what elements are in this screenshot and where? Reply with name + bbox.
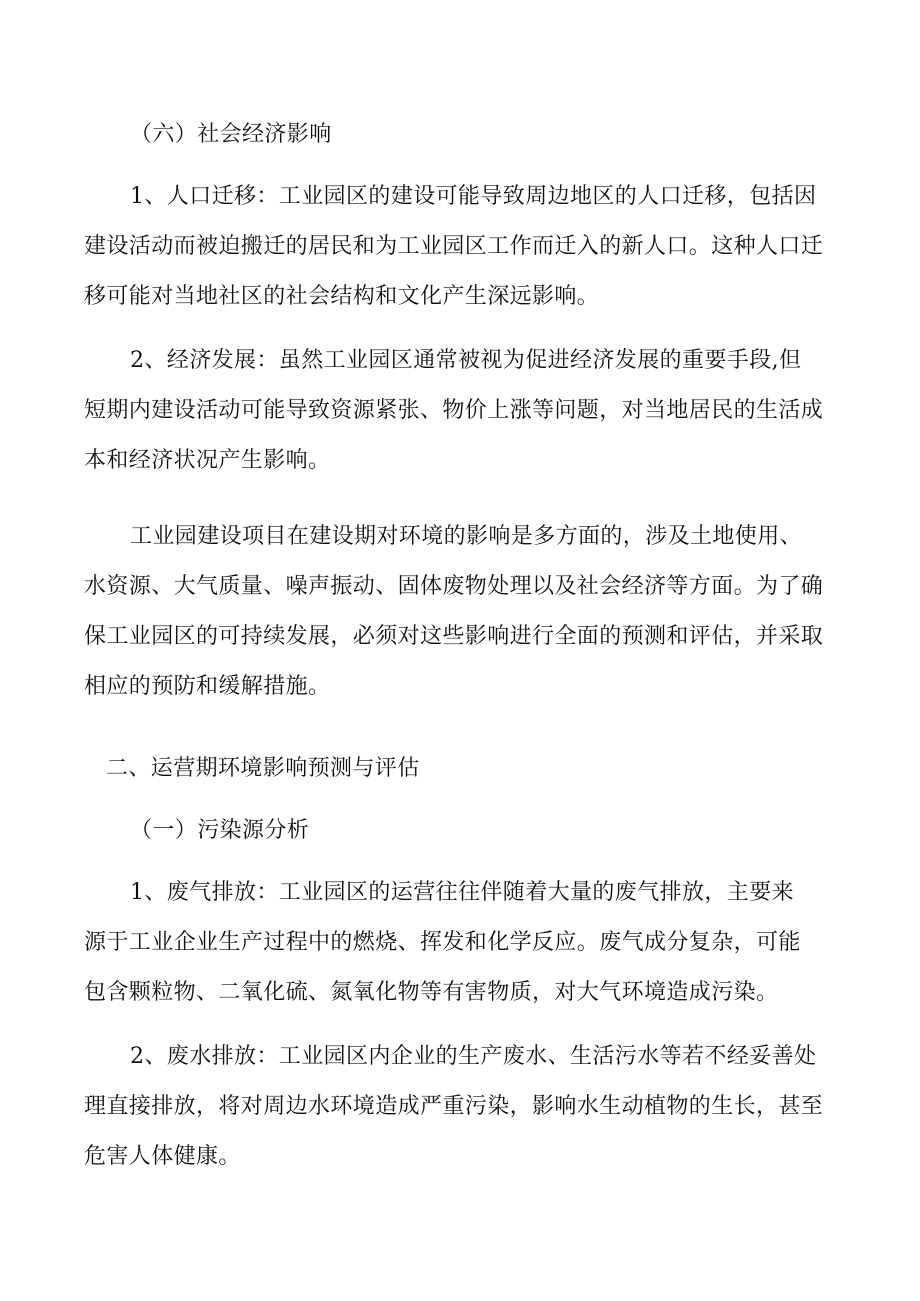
paragraph-summary-line-3: 保工业园区的可持续发展，必须对这些影响进行全面的预测和评估，并采取 [84, 624, 824, 649]
paragraph-exhaust-line-2: 源于工业企业生产过程中的燃烧、挥发和化学反应。废气成分复杂，可能 [84, 930, 801, 955]
paragraph-economy-line-2: 短期内建设活动可能导致资源紧张、物价上涨等问题，对当地居民的生活成 [84, 398, 824, 423]
paragraph-economy-line-1: 2、经济发展：虽然工业园区通常被视为促进经济发展的重要手段,但 [130, 348, 802, 373]
paragraph-wastewater-line-3: 危害人体健康。 [84, 1144, 241, 1169]
paragraph-exhaust-line-3: 包含颗粒物、二氧化硫、氮氧化物等有害物质，对大气环境造成污染。 [84, 980, 779, 1005]
paragraph-summary-line-2: 水资源、大气质量、噪声振动、固体废物处理以及社会经济等方面。为了确 [84, 574, 824, 599]
sub-heading-pollution-source: （一）污染源分析 [130, 818, 310, 843]
paragraph-summary-line-1: 工业园建设项目在建设期对环境的影响是多方面的，涉及土地使用、 [130, 524, 803, 549]
section-heading-operation-period: 二、运营期环境影响预测与评估 [106, 756, 420, 781]
paragraph-population-line-2: 建设活动而被迫搬迁的居民和为工业园区工作而迁入的新人口。这种人口迁 [84, 234, 824, 259]
paragraph-wastewater-line-2: 理直接排放，将对周边水环境造成严重污染，影响水生动植物的生长，甚至 [84, 1094, 824, 1119]
paragraph-population-line-3: 移可能对当地社区的社会结构和文化产生深远影响。 [84, 284, 600, 309]
paragraph-exhaust-line-1: 1、废气排放：工业园区的运营往往伴随着大量的废气排放，主要来 [130, 880, 794, 905]
paragraph-population-line-1: 1、人口迁移：工业园区的建设可能导致周边地区的人口迁移，包括因 [130, 184, 817, 209]
section-heading-social-economic: （六）社会经济影响 [130, 122, 332, 147]
paragraph-economy-line-3: 本和经济状况产生影响。 [84, 448, 331, 473]
paragraph-summary-line-4: 相应的预防和缓解措施。 [84, 674, 331, 699]
paragraph-wastewater-line-1: 2、废水排放：工业园区内企业的生产废水、生活污水等若不经妥善处 [130, 1044, 817, 1069]
